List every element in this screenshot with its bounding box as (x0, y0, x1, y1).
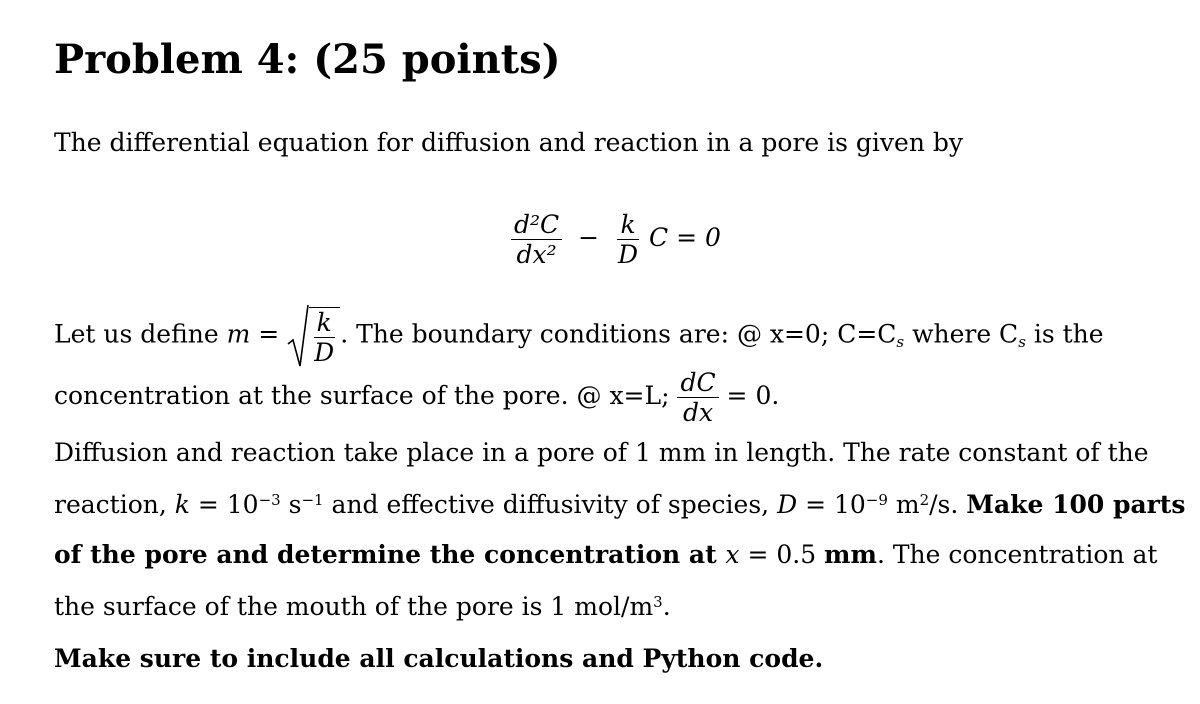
text-segment: Let us define (54, 319, 227, 349)
fraction-denominator: D (618, 240, 639, 269)
fraction-numerator: k (314, 310, 335, 338)
text-segment: = 10 (189, 490, 259, 519)
bold-unit: mm (824, 540, 877, 569)
fraction-denominator: dx² (516, 240, 557, 269)
paragraph-line-1: Diffusion and reaction take place in a pore of 1 mm in length. The rate constant of the (54, 438, 1149, 467)
symbol-d: D (777, 490, 798, 519)
text-segment: s (280, 490, 302, 519)
text-segment: where C (904, 319, 1019, 349)
main-equation (511, 212, 721, 267)
subscript-s: s (1018, 333, 1026, 351)
text-segment: is the (1025, 319, 1104, 349)
symbol-x: x (725, 540, 740, 569)
minus-sign: − (578, 223, 600, 252)
text-segment: . The boundary conditions are: @ x=0; C=C (340, 319, 897, 349)
text-segment: m (887, 490, 920, 519)
text-segment: concentration at the surface of the pore. @ x=L; (54, 381, 678, 410)
bold-instruction: of the pore and determine the concentration at (54, 540, 726, 569)
text-segment: = 0. (718, 381, 780, 410)
problem-title: Problem 4: (25 points) (54, 36, 561, 83)
subscript-s: s (896, 333, 905, 351)
fraction-denominator: D (314, 338, 335, 367)
symbol-k: k (174, 490, 190, 519)
fraction-k-d (615, 212, 641, 267)
exponent: −9 (865, 490, 888, 509)
fraction-numerator: k (617, 212, 638, 240)
text-segment: = 10 (797, 490, 866, 519)
closing-instruction: Make sure to include all calculations and Python code. (54, 644, 824, 673)
fraction-numerator: d²C (511, 212, 562, 240)
exponent: −1 (301, 490, 324, 509)
paragraph-line-3 (54, 540, 1157, 569)
sqrt-expression (287, 304, 340, 368)
fraction-denominator: dx (682, 398, 714, 427)
text-segment: /s. (929, 490, 967, 519)
intro-text: The differential equation for diffusion and reaction in a pore is given by (54, 128, 963, 157)
exponent: −3 (258, 490, 281, 509)
paragraph-line-2 (54, 490, 1185, 519)
fraction-dc-dx (677, 370, 718, 425)
text-segment: the surface of the mouth of the pore is 1 mol/m (54, 592, 654, 621)
fraction-d2c-dx2 (511, 212, 562, 267)
paragraph-line-4 (54, 592, 671, 621)
fraction-k-d (311, 310, 337, 365)
text-segment: and effective diffusivity of species, (323, 490, 778, 519)
text-segment: = (250, 319, 288, 349)
text-segment: . (662, 592, 671, 621)
definition-line (54, 304, 1104, 368)
radicand (309, 307, 340, 365)
text-segment: reaction, (54, 490, 175, 519)
boundary-condition-line (54, 370, 779, 425)
text-segment: . The concentration at (876, 540, 1158, 569)
fraction-numerator: dC (677, 370, 718, 398)
text-segment: = 0.5 (739, 540, 825, 569)
bold-instruction: Make 100 parts (966, 490, 1186, 519)
symbol-m: m (226, 319, 251, 349)
exponent: 2 (919, 490, 930, 509)
exponent: 3 (653, 592, 663, 611)
radical-sign-icon (287, 304, 309, 368)
equation-tail: C = 0 (649, 223, 721, 252)
